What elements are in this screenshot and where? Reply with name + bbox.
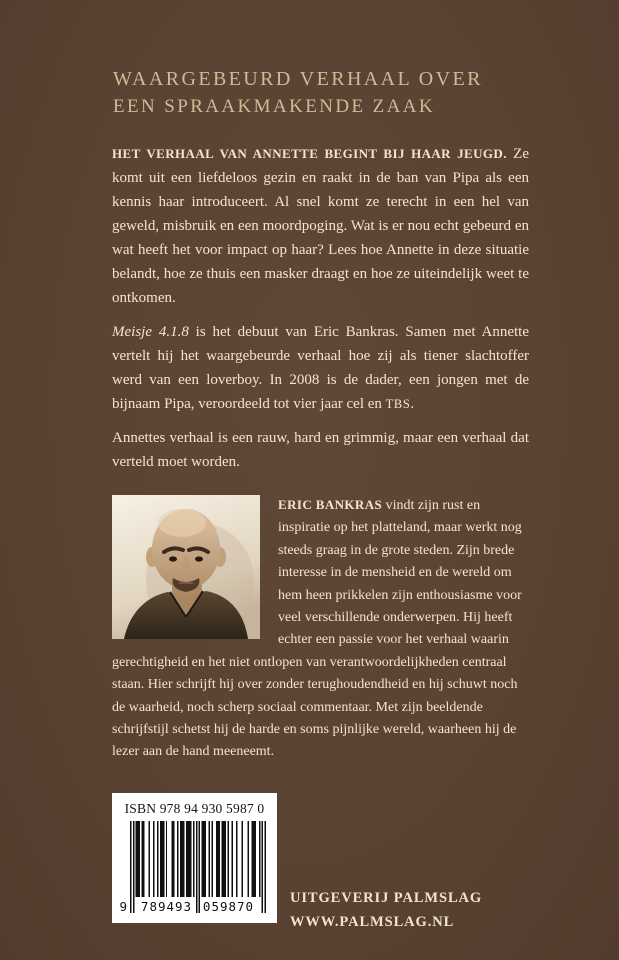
publisher-website: WWW.PALMSLAG.NL — [290, 914, 455, 930]
ean13-barcode — [120, 821, 270, 913]
tagline-line1: WAARGEBEURD VERHAAL OVER — [113, 68, 483, 90]
author-bio-section — [112, 494, 529, 764]
isbn-barcode-block — [112, 793, 277, 923]
author-bio-text: ERIC BANKRAS vindt zijn rust en inspiratie op het platteland, maar werkt nog steeds graag in de grote steden. Zijn brede interesse in de mensheid en de wereld om hem heen prikkelen zijn enthousiasme voor veel verschillende onderwerpen. Hij heeft echter een passie voor het verhaal waarin gerechtigheid en het niet ontlopen van verantwoordelijkheden centraal staan. Hier schrijft hij over zonder terughoudendheid en hij schuwt noch de waarheid, noch scherp sociaal commentaar. Met zijn beeldende schrijfstijl schetst hij de harde en soms pijnlijke wereld, waarheen hij de lezer aan de hand meeneemt. — [112, 497, 526, 760]
barcode-digits-left: 789493 — [140, 899, 193, 914]
barcode-digits-right: 059870 — [202, 899, 255, 914]
isbn-label: ISBN 978 94 930 5987 0 — [124, 801, 265, 816]
synopsis — [112, 142, 533, 484]
author-photo — [112, 495, 260, 639]
publisher-block — [290, 886, 482, 934]
publisher-name: UITGEVERIJ PALMSLAG — [290, 890, 483, 906]
synopsis-paragraph-3: Annettes verhaal is een rauw, hard en grimmig, maar een verhaal dat verteld moet worden. — [112, 430, 533, 470]
barcode-digit-first: 9 — [119, 899, 129, 914]
synopsis-paragraph-1: HET VERHAAL VAN ANNETTE BEGINT BIJ HAAR JEUGD. Ze komt uit een liefdeloos gezin en raakt in de ban van Pipa als een kennis haar introduceert. Al snel komt ze terecht in een hel van geweld, misbruik en een moordpoging. Wat is er nou echt gebeurd en wat heeft het voor impact op haar? Lees hoe Annette in deze situatie belandt, hoe ze thuis een masker draagt en hoe ze uiteindelijk weet te ontkomen. — [112, 146, 533, 306]
author-portrait-image — [112, 495, 260, 639]
tagline-line2: EEN SPRAAKMAKENDE ZAAK — [113, 96, 435, 117]
tagline — [113, 66, 483, 120]
synopsis-paragraph-2: Meisje 4.1.8 is het debuut van Eric Bankras. Samen met Annette vertelt hij het waargebeurde verhaal hoe zij als tiener slachtoffer werd van een loverboy. In 2008 is de dader, een jongen met de bijnaam Pipa, veroordeeld tot vier jaar cel en TBS. — [112, 324, 533, 412]
